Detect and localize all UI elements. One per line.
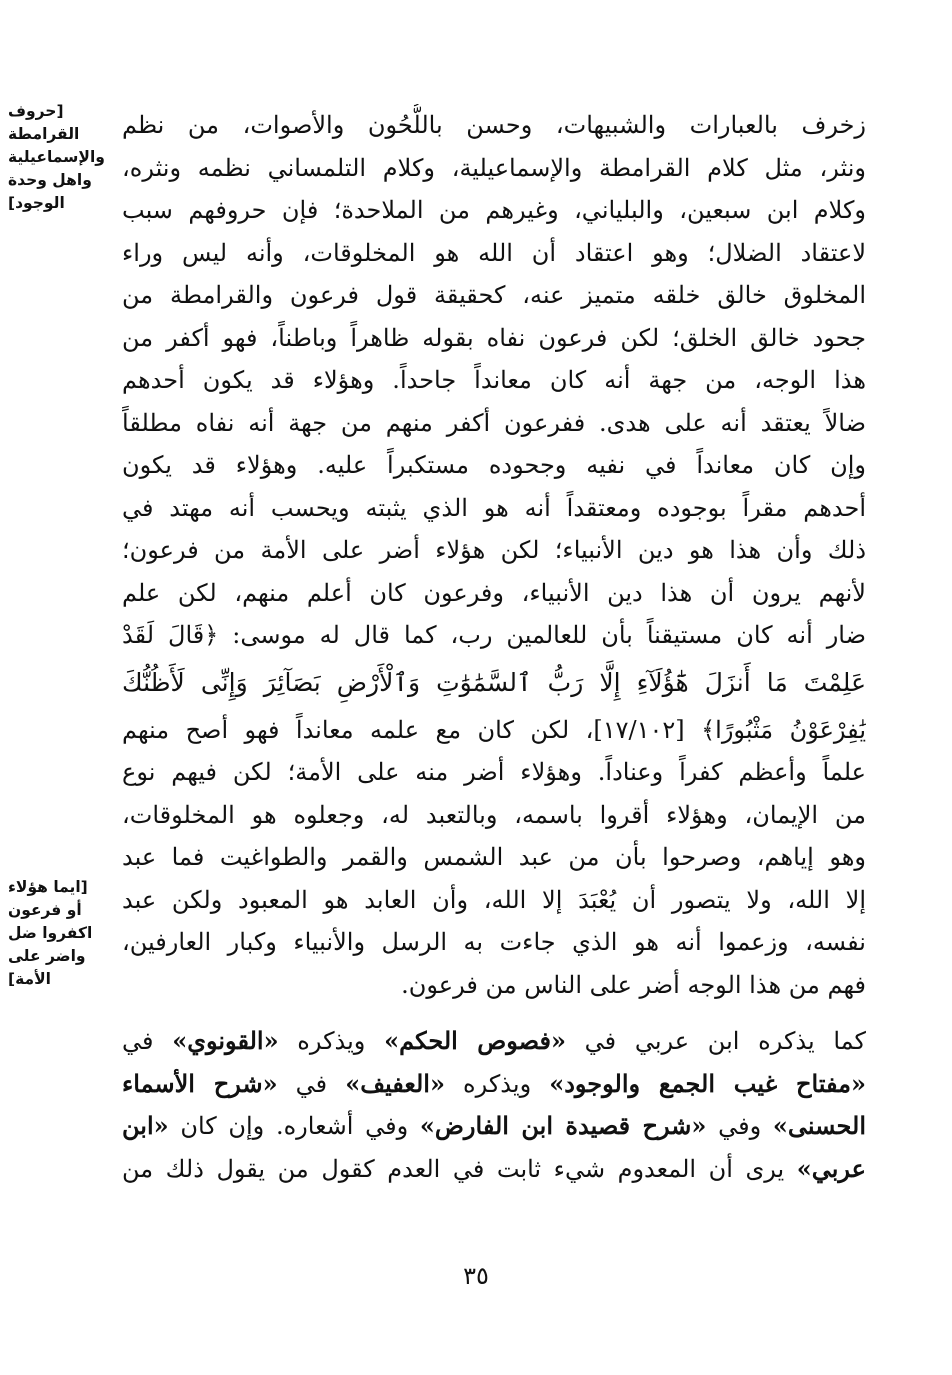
text-line: ذلك وأن هذا هو دين الأنبياء؛ لكن هؤلاء أضر على الأمة من فرعون؛ (122, 536, 866, 564)
text-line: زخرف بالعبارات والشبيهات، وحسن باللُّحُون والأصوات، من نظم (122, 111, 866, 139)
margin-note-line: اكفروا ضل (8, 924, 93, 942)
text-run: يرى أن المعدوم شيء ثابت في العدم كقول من يقول ذلك من (122, 1154, 797, 1183)
margin-note-line: الأمة] (8, 970, 51, 988)
margin-note-line: الوجود] (8, 194, 65, 212)
margin-note-line: أو فرعون (8, 901, 82, 919)
margin-note-line: القرامطة (8, 125, 80, 143)
text-line: أحدهم مقراً بوجوده ومعتقداً أنه هو الذي يثبته ويحسب أنه مهتد في (122, 493, 866, 522)
text-line: ضالاً يعتقد أنه على هدى. ففرعون أكفر منهم من جهة أنه نفاه مطلقاً (122, 408, 866, 437)
text-line (122, 1020, 866, 1063)
margin-note-line: [حروف (8, 102, 64, 120)
text-line: لأنهم يرون أن هذا دين الأنبياء، وفرعون كان أعلم منهم، لكن علم (122, 578, 866, 607)
book-title: «فصوص الحكم» (384, 1026, 566, 1055)
book-title: «شرح الأسماء (122, 1068, 278, 1098)
text-run: ويذكره (278, 1027, 385, 1055)
text-line: هذا الوجه، من جهة أنه كان معانداً جاحداً. وهؤلاء قد يكون أحدهم (122, 366, 866, 394)
margin-note-line: واهل وحدة (8, 171, 92, 189)
text-line: وكلام ابن سبعين، والبلياني، وغيرهم من الملاحدة؛ فإن حروفهم سبب (122, 196, 866, 224)
main-text-block (122, 104, 866, 1190)
text-line: وهو إياهم، وصرحوا بأن من عبد الشمس والقمر والطواغيت فما عبد (122, 843, 866, 871)
text-run: كما يذكره ابن عربي في (565, 1027, 866, 1055)
quran-verse-line: عَلِمْتَ مَا أَنزَلَ هَٰٓؤُلَآءِ إِلَّا رَبُّ ٱلسَّمَٰوَٰتِ وَٱلْأَرْضِ بَصَآئِرَ وَإِنِّى لَأَظُنُّكَ (122, 667, 866, 697)
paragraph-1 (122, 104, 866, 1006)
text-line: المخلوق خالق خلقه متميز عنه، كحقيقة قول فرعون والقرامطة من (122, 281, 866, 309)
text-line: ضار أنه كان مستيقناً بأن للعالمين رب، كما قال له موسى: ﴿قَالَ لَقَدْ (122, 621, 866, 649)
author-name: «ابن (122, 1111, 169, 1140)
book-title: «شرح قصيدة ابن الفارض» (419, 1111, 707, 1140)
author-name: «العفيف» (345, 1068, 445, 1098)
text-run: وفي (706, 1112, 773, 1140)
margin-note-line: [ايما هؤلاء (8, 878, 88, 896)
text-run: وفي أشعاره. وإن كان (168, 1112, 420, 1140)
text-line (122, 1148, 866, 1191)
book-title: الحسنى» (772, 1111, 866, 1140)
text-line: علماً وأعظم كفراً وعناداً. وهؤلاء أضر منه على الأمة؛ لكن فيهم نوع (122, 758, 866, 786)
text-run: ويذكره (444, 1069, 550, 1098)
text-line: يَٰفِرْعَوْنُ مَثْبُورًا﴾ [١٧/١٠٢]، لكن كان مع علمه معانداً فهو أصح منهم (122, 715, 866, 744)
author-name: عربي» (796, 1153, 866, 1183)
margin-note-qaramita (8, 100, 108, 215)
text-line: من الإيمان، وهؤلاء أقروا باسمه، وبالتعبد له، وجعلوه هو المخلوقات، (122, 800, 866, 829)
text-line (122, 1105, 866, 1148)
text-line: نفسه، وزعموا أنه هو الذي جاءت به الرسل والأنبياء وكبار العارفين، (122, 928, 866, 956)
author-name: «القونوي» (172, 1026, 279, 1055)
text-line: وإن كان معانداً في نفيه وجحوده مستكبراً عليه. وهؤلاء قد يكون (122, 451, 866, 479)
margin-note-line: والإسماعيلية (8, 148, 105, 166)
book-title: «مفتاح غيب الجمع والوجود» (549, 1068, 866, 1098)
margin-note-pharaoh (8, 876, 108, 991)
text-run: في (122, 1027, 173, 1055)
paragraph-2 (122, 1020, 866, 1190)
margin-note-line: واضر على (8, 947, 86, 965)
page-number: ٣٥ (463, 1262, 489, 1290)
text-line: إلا الله، ولا يتصور أن يُعْبَدَ إلا الله، وأن العابد هو المعبود ولكن عبد (122, 885, 866, 914)
text-line: ونثر، مثل كلام القرامطة والإسماعيلية، وكلام التلمساني نظمه ونثره، (122, 153, 866, 182)
text-run: في (277, 1069, 346, 1098)
paragraph-gap (122, 1006, 866, 1020)
text-line: فهم من هذا الوجه أضر على الناس من فرعون. (401, 970, 866, 999)
text-line (122, 1063, 866, 1106)
text-line: لاعتقاد الضلال؛ وهو اعتقاد أن الله هو المخلوقات، وأنه ليس وراء (122, 238, 866, 267)
text-line: جحود خالق الخلق؛ لكن فرعون نفاه بقوله ظاهراً وباطناً، فهو أكفر من (122, 323, 866, 352)
